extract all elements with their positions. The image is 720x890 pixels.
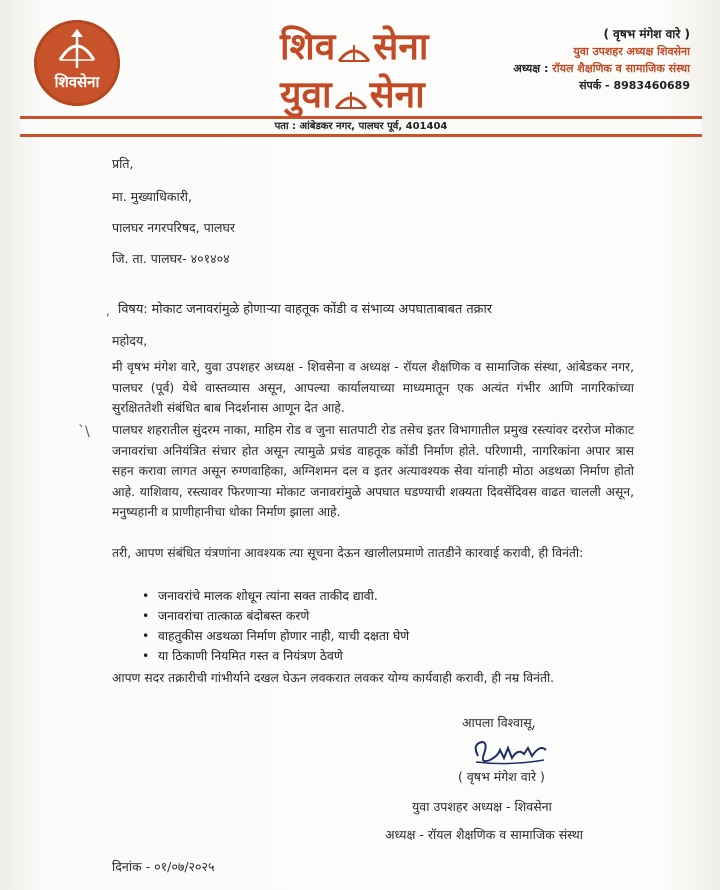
list-item: • वाहतुकीस अडथळा निर्माण होणार नाही, याची दक्षता घेणे: [142, 626, 409, 646]
margin-tick: `\: [78, 424, 90, 440]
date-line: दिनांक - ०१/०७/२०२५: [112, 859, 215, 874]
subject-line: विषय: मोकाट जनावरांमुळे होणाऱ्या वाहतूक कोंडी व संभाव्य अपघाताबाबत तक्रार: [118, 302, 492, 317]
salutation: महोदय,: [112, 333, 148, 348]
closing: आपला विश्वासू,: [462, 715, 536, 730]
paragraph-3: तरी, आपण संबंधित यंत्रणांना आवश्यक त्या सूचना देऊन खालीलप्रमाणे तातडीने कारवाई करावी, ही विनंती:: [112, 546, 584, 560]
bow-arrow-icon: [337, 28, 371, 72]
bow-arrow-icon: [334, 75, 368, 119]
to-line-4: जि. ता. पालघर- ४०१४०४: [112, 251, 230, 266]
signature-mark: [470, 734, 550, 770]
paragraph-2: पालघर शहरातील सुंदरम नाका, माहिम रोड व जुना सातपाटी रोड तसेच इतर विभागातील प्रमुख रस्त्यांवर दररोज मोकाट जनावरांचा अनियंत्रित संचार होत असून त्यामुळे प्रचंड वाहतूक कोंडी निर्माण होते. परिणामी, नागरिकांना अपार त्रास सहन करावा लागत असून रुग्णवाहिका, अग्निशमन दल व इतर अत्यावश्यक सेवा यांनाही मोठा अडथळा निर्माण होतो आहे. याशिवाय, रस्त्यावर फिरणाऱ्या मोकाट जनावरांमुळे अपघात घडण्याची शक्यता दिवसेंदिवस वाढत चालली असून, मनुष्यहानी व प्राणीहानीचा धोका निर्माण झाला आहे.: [112, 423, 634, 519]
shivsena-logo: [34, 20, 120, 106]
contact-org-line: [490, 60, 690, 77]
signatory-name: ( वृषभ मंगेश वारे ): [458, 769, 545, 784]
list-item: • जनावरांचे मालक शोधून त्यांना सक्त ताकीद द्यावी.: [142, 586, 409, 606]
brand-shiv: शिव: [280, 24, 336, 68]
contact-org-label: अध्यक्ष :: [513, 62, 549, 75]
logo-text: शिवसेना: [54, 73, 100, 91]
signatory-role-1: युवा उपशहर अध्यक्ष - शिवसेना: [412, 799, 552, 814]
contact-name: ( वृषभ मंगेश वारे ): [603, 27, 690, 41]
contact-phone: संपर्क - 8983460689: [579, 79, 690, 92]
signatory-role-2: अध्यक्ष - रॉयल शैक्षणिक व सामाजिक संस्था: [385, 827, 583, 842]
contact-block: [490, 26, 690, 94]
bow-arrow-icon: [56, 28, 98, 72]
margin-mark: ,: [106, 304, 110, 318]
brand-sena-2: सेना: [369, 71, 425, 116]
list-item: • जनावरांचा तात्काळ बंदोबस्त करणे: [142, 606, 409, 626]
brand-title: [280, 24, 470, 119]
header-rule-bottom: [20, 134, 702, 137]
paragraph-4: आपण सदर तक्रारीची गांभीर्याने दखल घेऊन लवकरात लवकर योग्य कार्यवाही करावी, ही नम्र विनंती.: [112, 671, 555, 685]
brand-sena: सेना: [373, 24, 429, 68]
to-line-3: पालघर नगरपरिषद, पालघर: [112, 220, 235, 235]
to-line-1: प्रति,: [112, 156, 134, 171]
contact-role: युवा उपशहर अध्यक्ष शिवसेना: [573, 45, 690, 58]
address-bar: पता : आंबेडकर नगर, पालघर पूर्व, 401404: [20, 119, 702, 134]
paragraph-1: मी वृषभ मंगेश वारे, युवा उपशहर अध्यक्ष - शिवसेना व अध्यक्ष - रॉयल शैक्षणिक व सामाजिक संस्था, आंबेडकर नगर, पालघर (पूर्व) येथे वास्तव्यास असून, आपल्या कार्यालयाच्या माध्यमातून एक अत्यंत गंभीर आणि नागरिकांच्या सुरक्षिततेशी संबंधित बाब निदर्शनास आणून देत आहे.: [112, 360, 634, 415]
action-list: [142, 586, 409, 666]
contact-org: रॉयल शैक्षणिक व सामाजिक संस्था: [552, 62, 690, 75]
to-line-2: मा. मुख्याधिकारी,: [112, 189, 193, 204]
brand-yuva: युवा: [280, 71, 332, 116]
list-item: • या ठिकाणी नियमित गस्त व नियंत्रण ठेवणे: [142, 646, 409, 666]
